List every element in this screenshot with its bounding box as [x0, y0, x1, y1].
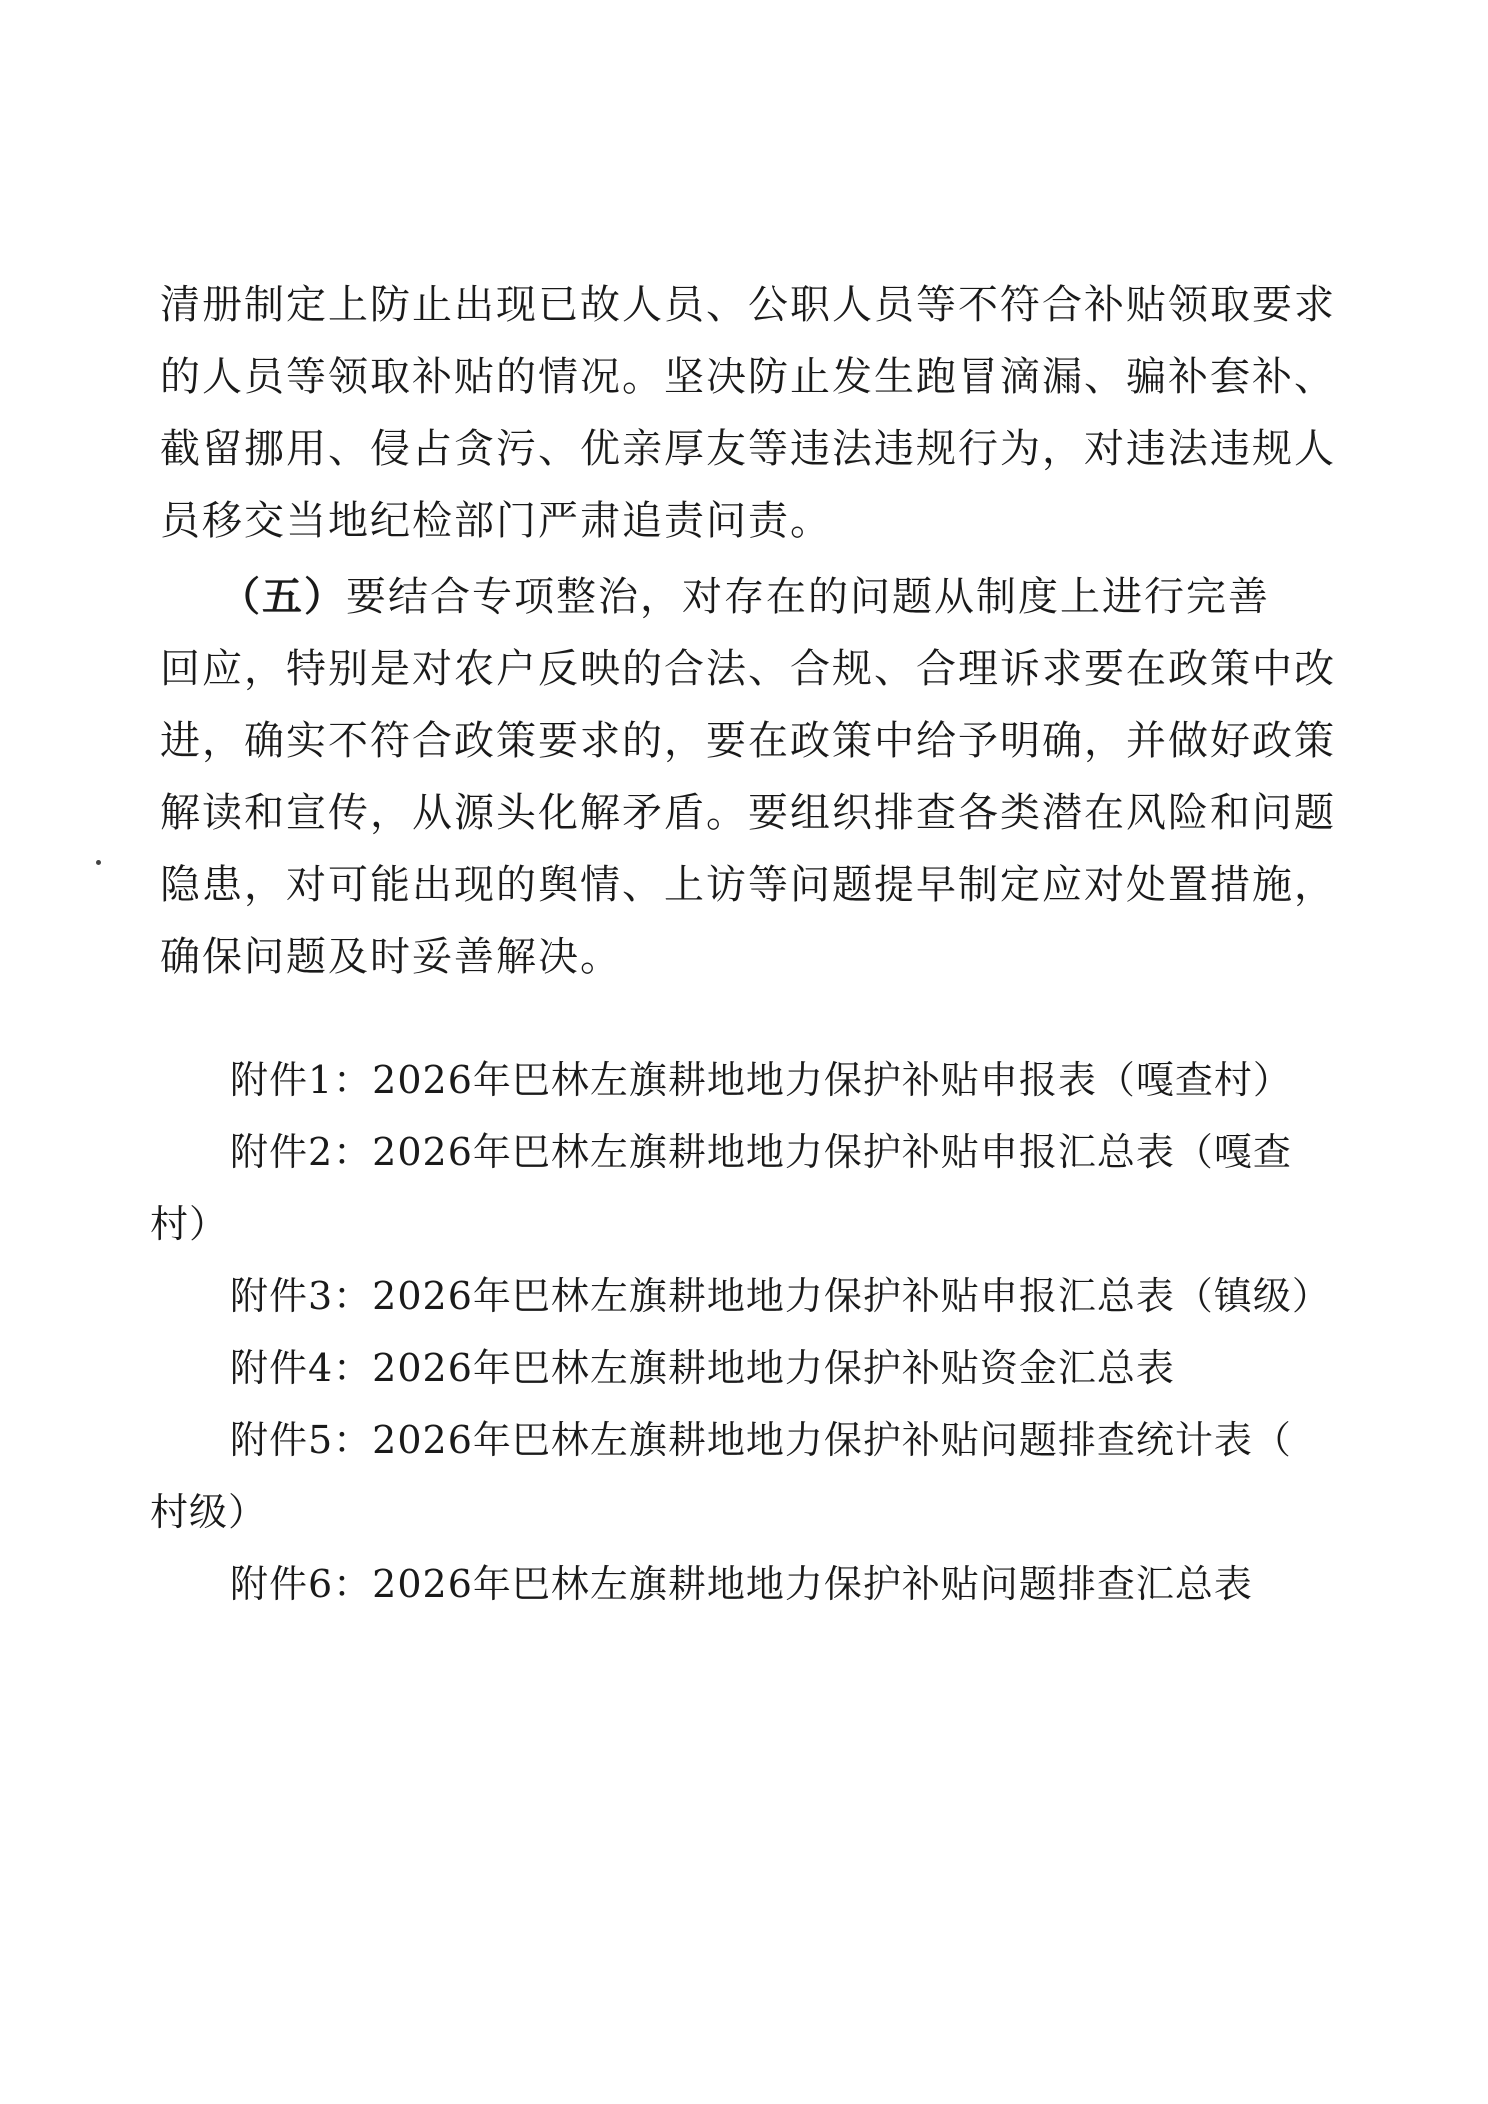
attachment-item: 附件6：2026年巴林左旗耕地地力保护补贴问题排查汇总表	[230, 1562, 1253, 1606]
attachment-item: 附件1：2026年巴林左旗耕地地力保护补贴申报表（嘎查村）	[230, 1058, 1292, 1102]
attachment-item: 附件5：2026年巴林左旗耕地地力保护补贴问题排查统计表（	[230, 1418, 1292, 1462]
attachment-item: 附件4：2026年巴林左旗耕地地力保护补贴资金汇总表	[230, 1346, 1175, 1390]
body-line: 要结合专项整治，对存在的问题从制度上进行完善	[346, 574, 1270, 620]
body-line: 回应，特别是对农户反映的合法、合规、合理诉求要在政策中改	[160, 646, 1336, 692]
body-line: 进，确实不符合政策要求的，要在政策中给予明确，并做好政策	[160, 718, 1336, 764]
attachment-item: 附件3：2026年巴林左旗耕地地力保护补贴申报汇总表（镇级）	[230, 1274, 1331, 1318]
scan-speck	[96, 860, 101, 865]
section-marker: （五）	[220, 573, 346, 620]
attachment-item-continuation: 村）	[150, 1202, 229, 1246]
body-line: 确保问题及时妥善解决。	[160, 934, 622, 980]
body-line: 的人员等领取补贴的情况。坚决防止发生跑冒滴漏、骗补套补、	[160, 354, 1336, 400]
body-line: 解读和宣传，从源头化解矛盾。要组织排查各类潜在风险和问题	[160, 790, 1336, 836]
body-line: 隐患，对可能出现的舆情、上访等问题提早制定应对处置措施，	[160, 862, 1336, 908]
attachment-item-continuation: 村级）	[150, 1490, 268, 1534]
body-line: 截留挪用、侵占贪污、优亲厚友等违法违规行为，对违法违规人	[160, 426, 1336, 472]
body-line: 员移交当地纪检部门严肃追责问责。	[160, 498, 832, 544]
section-5-first-line	[220, 562, 1270, 632]
attachment-item: 附件2：2026年巴林左旗耕地地力保护补贴申报汇总表（嘎查	[230, 1130, 1292, 1174]
body-line: 清册制定上防止出现已故人员、公职人员等不符合补贴领取要求	[160, 282, 1336, 328]
